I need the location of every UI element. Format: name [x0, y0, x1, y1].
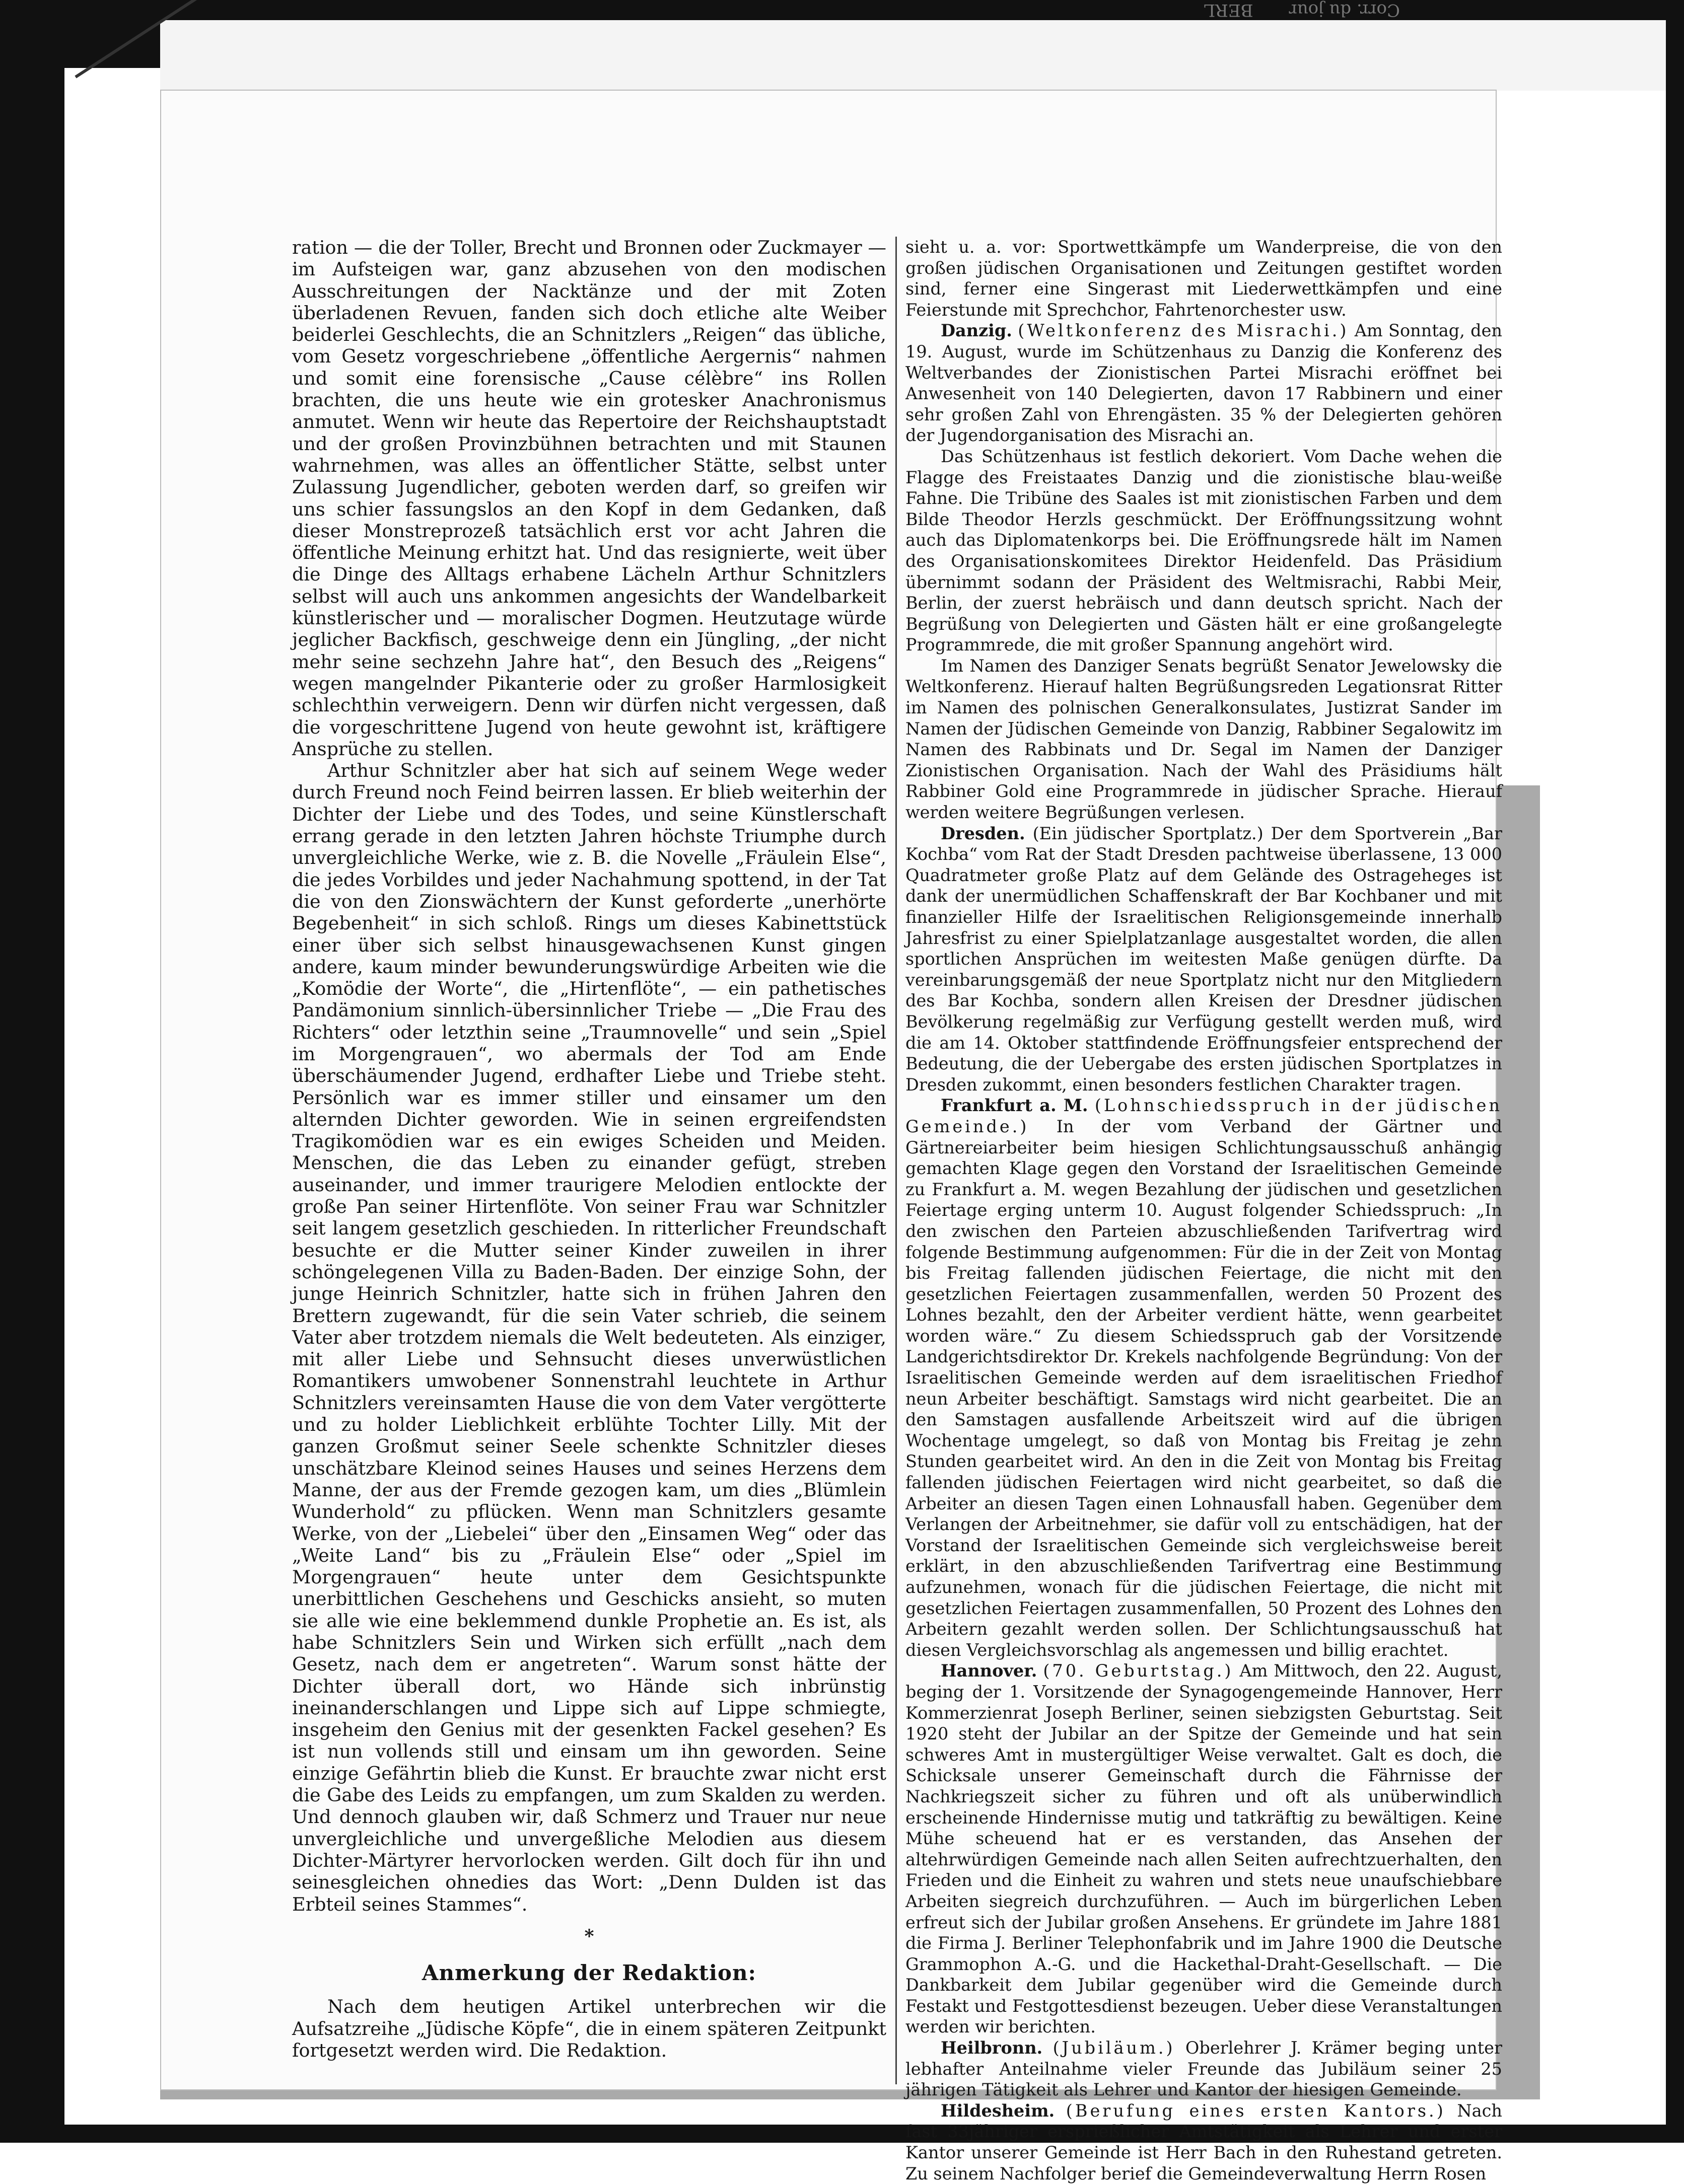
news-subject: (Lohnschiedsspruch in der jüdischen Gemeinde.): [905, 1096, 1502, 1136]
news-text: Im Namen des Danziger Senats begrüßt Senator Jewelowsky die Weltkonferenz. Hierauf halten Begrüßungsreden Legationsrat Ritter im Namen des polnischen Generalkonsulates, Justizrat Sander im Namen der Jüdischen Gemeinde von Danzig, Rabbiner Segalowitz im Namen des Rabbinats und Dr. Segal im Namen der Danziger Zionistischen Organisation. Nach der Wahl des Präsidiums hält Rabbiner Gold eine Programmrede in jüdischer Sprache. Hierauf werden weitere Begrüßungen verlesen.: [905, 656, 1502, 823]
news-place: Heilbronn.: [941, 2038, 1043, 2058]
news-text: Am Sonntag, den 19. August, wurde im Schützenhaus zu Danzig die Konferenz des Weltverbandes der Zionistischen Partei Misrachi eröffnet bei Anwesenheit von 140 Delegierten, davon 17 Rabbinern und einer sehr großen Zahl von Ehrengästen. 35 % der Delegierten gehören der Jugendorganisation des Misrachi an.: [905, 321, 1503, 446]
news-item-hildesheim: [905, 2100, 1502, 2184]
column-rule: [895, 237, 897, 2084]
news-subject: (Weltkonferenz des Misrachi.): [1018, 321, 1349, 341]
header-stub-text: Corr. du jour: [1289, 0, 1400, 20]
film-border-right: [1666, 0, 1684, 2143]
news-item-hannover: [905, 1660, 1502, 2037]
editor-note-text: Nach dem heutigen Artikel unterbrechen wir die Aufsatzreihe „Jüdische Köpfe“, die in einem späteren Zeitpunkt fortgesetzt werden wird. Die Redaktion.: [292, 1996, 886, 2062]
article-paragraph: Arthur Schnitzler aber hat sich auf seinem Wege weder durch Freund noch Feind beirren lassen. Er blieb weiterhin der Dichter der Liebe und des Todes, und seine Künstlerschaft errang gerade in den letzten Jahren höchste Triumphe durch unvergleichliche Werke, wie z. B. die Novelle „Fräulein Else“, die jedes Vorbildes und jeder Nachahmung spottend, in der Tat die von den Zionswächtern der Kunst geforderte „unerhörte Begebenheit“ in sich schloß. Rings um dieses Kabinettstück einer über sich selbst hinausgewachsenen Kunst gingen andere, kaum minder bewunderungswürdige Arbeiten wie die „Komödie der Worte“, die „Hirtenflöte“, — ein pathetisches Pandämonium sinnlich-übersinnlicher Triebe — „Die Frau des Richters“ oder letzthin seine „Traumnovelle“ und sein „Spiel im Morgengrauen“, wo abermals der Tod am Ende überschäumender Jugend, erdhafter Liebe und Triebe steht. Persönlich war es immer stiller und einsamer um den alternden Dichter geworden. Wie in seinen ergreifendsten Tragikomödien war es ein ewiges Scheiden und Meiden. Menschen, die das Leben zu einander gefügt, streben auseinander, und immer traurigere Melodien entlockte der große Pan seiner Hirtenflöte. Von seiner Frau war Schnitzler seit langem gesetzlich geschieden. In ritterlicher Freundschaft besuchte er die Mutter seiner Kinder zuweilen in ihrer schöngelegenen Villa zu Baden-Baden. Der einzige Sohn, der junge Heinrich Schnitzler, hatte sich in frühen Jahren den Brettern zugewandt, für die sein Vater schrieb, die seinem Vater aber trotzdem niemals die Welt bedeuteten. Als einziger, mit aller Liebe und Sehnsucht dieses unverwüstlichen Romantikers umwobener Sonnenstrahl leuchtete in Arthur Schnitzlers vereinsamten Hause die von dem Vater vergötterte und zu holder Lieblichkeit erblühte Tochter Lilly. Mit der ganzen Großmut seiner Seele schenkte Schnitzler dieses unschätzbare Kleinod seines Hauses und seines Herzens dem Manne, der aus der Fremde gezogen kam, um dies „Blümlein Wunderhold“ zu pflücken. Wenn man Schnitzlers gesamte Werke, von der „Liebelei“ über den „Einsamen Weg“ oder das „Weite Land“ bis zu „Fräulein Else“ oder „Spiel im Morgengrauen“ heute unter dem Gesichtspunkte unerbittlichen Geschehens und Geschicks ansieht, so muten sie alle wie eine beklemmend dunkle Prophetie an. Es ist, als habe Schnitzlers Sein und Wirken sich erfüllt „nach dem Gesetz, nach dem er angetreten“. Warum sonst hätte der Dichter überall dort, wo Hände sich inbrünstig ineinanderschlangen und Lippe sich auf Lippe schmiegte, insgeheim den Genius mit der gesenkten Fackel gesehen? Es ist nun vollends still und einsam um ihn geworden. Seine einzige Gefährtin blieb die Kunst. Er brauchte zwar nicht erst die Gabe des Leids zu empfangen, um zum Skalden zu werden. Und dennoch glauben wir, daß Schmerz und Trauer nur neue unvergleichliche und unvergeßliche Melodien aus diesem Dichter-Märtyrer hervorlocken werden. Gilt doch für ihn und seinesgleichen ohnedies das Wort: „Denn Dulden ist das Erbteil seines Stammes“.: [292, 760, 886, 1915]
news-place: Danzig.: [941, 321, 1012, 341]
header-stub-stamp: BERL: [1204, 0, 1253, 20]
news-item-dresden: [905, 823, 1502, 1096]
news-text: Der dem Sportverein „Bar Kochba“ vom Rat der Stadt Dresden pachtweise überlassene, 13 000 Quadratmeter große Platz auf dem Gelände des Ostrageheges ist dank der unermüdlichen Schaffenskraft der Bar Kochbaner und mit finanzieller Hilfe der Israelitischen Religionsgemeinde innerhalb Jahresfrist zu einer Spielplatzanlage ausgestaltet worden, die allen sportlichen Ansprüchen im weitesten Maße genügen dürfte. Da vereinbarungsgemäß der neue Sportplatz nicht nur den Mitgliedern des Bar Kochba, sondern allen Kreisen der Dresdner jüdischen Bevölkerung regelmäßig zur Verfügung gestellt werden muß, wird die am 14. Oktober stattfindende Eröffnungsfeier entsprechend der Bedeutung, die der Uebergabe des ersten jüdischen Sportplatzes in Dresden zukommt, einen besonders festlichen Charakter tragen.: [905, 823, 1502, 1095]
right-column: [905, 237, 1502, 2184]
news-place: Hannover.: [941, 1661, 1037, 1681]
separator-star: *: [584, 1925, 594, 1947]
news-subject: (Jubiläum.): [1052, 2038, 1175, 2058]
news-place: Hildesheim.: [941, 2100, 1055, 2121]
editor-note-heading: Anmerkung der Redaktion:: [422, 1960, 757, 1986]
news-item-frankfurt: [905, 1095, 1502, 1660]
news-intro: sieht u. a. vor: Sportwettkämpfe um Wanderpreise, die von den großen jüdischen Organisationen und Zeitungen gestiftet worden sind, ferner eine Singerast mit Liederwettkämpfen und eine Feierstunde mit Sprechchor, Fahrtenorchester usw.: [905, 237, 1502, 320]
news-text: Am Mittwoch, den 22. August, beging der 1. Vorsitzende der Synagogengemeinde Hannover, Herr Kommerzienrat Joseph Berliner, seinen siebzigsten Geburtstag. Seit 1920 steht der Jubilar an der Spitze der Gemeinde und hat sein schweres Amt in mustergültiger Weise verwaltet. Galt es doch, die Schicksale unserer Gemeinschaft durch die Fährnisse der Nachkriegszeit sicher zu führen und oft als unüberwindlich erscheinende Hindernisse mutig und tatkräftig zu bewältigen. Keine Mühe scheuend hat er es verstanden, das Ansehen der altehrwürdigen Gemeinde nach allen Seiten aufrechtzuerhalten, den Frieden und die Einheit zu wahren und stets neue unaufschiebbare Arbeiten siegreich durchzuführen. — Auch im bürgerlichen Leben erfreut sich der Jubilar großen Ansehens. Er gründete im Jahre 1881 die Firma J. Berliner Telephonfabrik und im Jahre 1900 die Deutsche Grammophon A.-G. und die Hackethal-Draht-Gesellschaft. — Die Dankbarkeit dem Jubilar gegenüber wird die Gemeinde durch Festakt und Festgottesdienst bezeugen. Ueber diese Veranstaltungen werden wir berichten.: [905, 1661, 1503, 2037]
news-text: In der vom Verband der Gärtner und Gärtnereiarbeiter beim hiesigen Schlichtungsausschuß anhängig gemachten Klage gegen den Vorstand der Israelitischen Gemeinde zu Frankfurt a. M. wegen Bezahlung der jüdischen und gesetzlichen Feiertage erging unterm 10. August folgender Schiedsspruch: „In den zwischen den Parteien abzuschließenden Tarifvertrag wird folgende Bestimmung aufgenommen: Für die in der Zeit von Montag bis Freitag fallenden jüdischen Feiertage, die nicht mit den gesetzlichen Feiertagen zusammenfallen, werden 50 Prozent des Lohnes bezahlt, den der Arbeiter verdient hätte, wenn gearbeitet worden wäre.“ Zu diesem Schiedsspruch gab der Vorsitzende Landgerichtsdirektor Dr. Krekels nachfolgende Begründung: Von der Israelitischen Gemeinde werden auf dem israelitischen Friedhof neun Arbeiter beschäftigt. Samstags wird nicht gearbeitet. Die an den Samstagen ausfallende Arbeitszeit wird auf die übrigen Wochentage umgelegt, so daß von Montag bis Freitag je zehn Stunden gearbeitet wird. An den in die Zeit von Montag bis Freitag fallenden jüdischen Feiertagen wird nicht gearbeitet, so daß die Arbeiter an diesen Tagen einen Lohnausfall haben. Gegenüber dem Verlangen der Arbeitnehmer, sie dafür voll zu entschädigen, hat der Vorstand der Israelitischen Gemeinde sich vergleichsweise bereit erklärt, in den abzuschließenden Tarifvertrag eine Bestimmung aufzunehmen, wonach für die jüdischen Feiertage, die nicht mit gesetzlichen Feiertagen zusammenfallen, 50 Prozent des Lohnes den Arbeitern gezahlt werden sollen. Der Schlichtungsausschuß hat diesen Vergleichsvorschlag als angemessen und billig erachtet.: [905, 1116, 1502, 1660]
news-text: Oberlehrer J. Krämer beging unter lebhafter Anteilnahme vieler Freunde das Jubiläum seiner 25 jährigen Tätigkeit als Lehrer und Kantor der hiesigen Gemeinde.: [905, 2038, 1503, 2100]
news-subject: (Berufung eines ersten Kantors.): [1066, 2100, 1446, 2121]
news-item-danzig: [905, 320, 1502, 446]
news-subject: (70. Geburtstag.): [1043, 1661, 1234, 1681]
news-place: Frankfurt a. M.: [941, 1096, 1088, 1116]
article-paragraph: ration — die der Toller, Brecht und Bronnen oder Zuckmayer — im Aufsteigen war, ganz abzusehen von den modischen Ausschreitungen der Nacktänze und der mit Zoten überladenen Revuen, fanden sich doch etliche alte Weiber beiderlei Geschlechts, die an Schnitzlers „Reigen“ das übliche, vom Gesetz vorgeschriebene „öffentliche Aergernis“ nahmen und somit eine forensische „Cause célèbre“ ins Rollen brachten, die uns heute wie ein grotesker Anachronismus anmutet. Wenn wir heute das Repertoire der Reichshauptstadt und der großen Provinzbühnen betrachten und mit Staunen wahrnehmen, was alles an öffentlicher Stätte, selbst unter Zulassung Jugendlicher, geboten werden darf, so greifen wir uns schier fassungslos an den Kopf in dem Gedanken, daß dieser Monstreprozeß tatsächlich erst vor acht Jahren die öffentliche Meinung erhitzt hat. Und das resignierte, weit über die Dinge des Alltags erhabene Lächeln Arthur Schnitzlers selbst will auch uns ankommen angesichts der Wandelbarkeit künstlerischer und — moralischer Dogmen. Heutzutage würde jeglicher Backfisch, geschweige denn ein Jüngling, „der nicht mehr seine sechzehn Jahre hat“, den Besuch des „Reigens“ wegen mangelnder Pikanterie oder zu großer Harmlosigkeit schlechthin verweigern. Denn wir dürfen nicht vergessen, daß die vorgeschrittene Jugend von heute gewohnt ist, kräftigere Ansprüche zu stellen.: [292, 237, 886, 760]
backing-sheet-edge: [160, 20, 1666, 91]
left-column: [292, 237, 886, 2061]
news-subject: (Ein jüdischer Sportplatz.): [1032, 823, 1264, 843]
news-item-heilbronn: [905, 2037, 1502, 2100]
header-stub: [1174, 0, 1400, 20]
film-border-top: [0, 0, 1684, 20]
news-text: Nach fast 33jähriger ersprießlicher Amtstätigkeit als Lehrer und erster Kantor unserer Gemeinde ist Herr Bach in den Ruhestand getreten. Zu seinem Nachfolger berief die Gemeindeverwaltung Herrn Rosen: [905, 2100, 1502, 2183]
news-text: Das Schützenhaus ist festlich dekoriert. Vom Dache wehen die Flagge des Freistaates Danzig und die zionistische blau-weiße Fahne. Die Tribüne des Saales ist mit zionistischen Farben und dem Bilde Theodor Herzls geschmückt. Der Eröffnungssitzung wohnt auch das Diplomatenkorps bei. Die Eröffnungsrede hält im Namen des Organisationskomitees Direktor Heidenfeld. Das Präsidium übernimmt sodann der Präsident des Weltmisrachi, Rabbi Meir, Berlin, der zuerst hebräisch und dann deutsch spricht. Nach der Begrüßung von Delegierten und Gästen hält er eine großangelegte Programmrede, die mit großer Spannung angehört wird.: [905, 446, 1502, 655]
film-border-left: [0, 0, 64, 2143]
film-border-step: [64, 20, 160, 68]
news-place: Dresden.: [941, 823, 1025, 843]
